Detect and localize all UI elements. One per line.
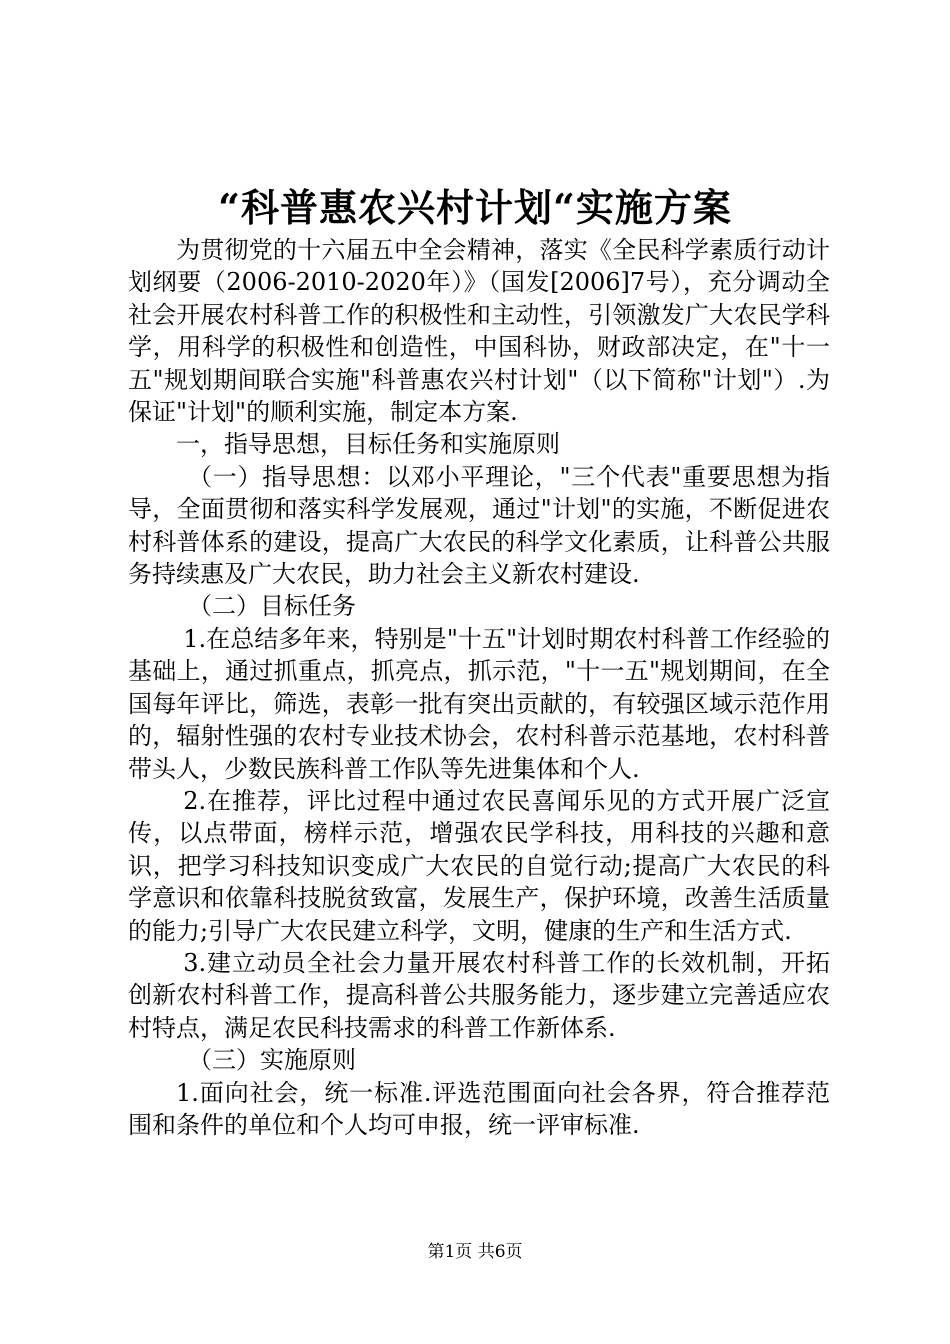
document-title: “科普惠农兴村计划“实施方案 bbox=[218, 185, 732, 230]
section-heading-1: 一，指导思想，目标任务和实施原则 bbox=[176, 430, 560, 459]
subsection-heading-principles: （三）实施原则 bbox=[188, 1046, 356, 1075]
goal-item-1: 1.在总结多年来，特别是"十五"计划时期农村科普工作经验的基础上，通过抓重点，抓亮点，抓示范，"十一五"规划期间，在全国每年评比，筛选，表彰一批有突出贡献的，有较强区域示范作用的，辐射性强的农村专业技术协会，农村科普示范基地，农村科普带头人，少数民族科普工作队等先进集体和个人. bbox=[128, 624, 830, 783]
principle-item-1: 1.面向社会，统一标准.评选范围面向社会各界，符合推荐范围和条件的单位和个人均可申报，统一评审标准. bbox=[128, 1078, 830, 1139]
page-number: 第1页 共6页 bbox=[427, 1242, 523, 1262]
subsection-guiding-ideology: （一）指导思想：以邓小平理论，"三个代表"重要思想为指导，全面贯彻和落实科学发展观，通过"计划"的实施，不断促进农村科普体系的建设，提高广大农民的科学文化素质，让科普公共服务持续惠及广大农民，助力社会主义新农村建设. bbox=[128, 462, 830, 589]
goal-item-2: 2.在推荐，评比过程中通过农民喜闻乐见的方式开展广泛宣传，以点带面，榜样示范，增强农民学科技，用科技的兴趣和意识，把学习科技知识变成广大农民的自觉行动;提高广大农民的科学意识和依靠科技脱贫致富，发展生产，保护环境，改善生活质量的能力;引导广大农民建立科学，文明，健康的生产和生活方式. bbox=[128, 786, 830, 945]
goal-item-3: 3.建立动员全社会力量开展农村科普工作的长效机制，开拓创新农村科普工作，提高科普公共服务能力，逐步建立完善适应农村特点，满足农民科技需求的科普工作新体系. bbox=[128, 948, 830, 1042]
document-body bbox=[128, 234, 830, 1141]
subsection-heading-goals: （二）目标任务 bbox=[188, 592, 356, 621]
intro-paragraph: 为贯彻党的十六届五中全会精神，落实《全民科学素质行动计划纲要（2006-2010-2020年）》（国发[2006]7号），充分调动全社会开展农村科普工作的积极性和主动性，引领激发广大农民学科学，用科学的积极性和创造性，中国科协，财政部决定，在"十一五"规划期间联合实施"科普惠农兴村计划"（以下简称"计划"）.为保证"计划"的顺利实施，制定本方案. bbox=[128, 236, 830, 427]
